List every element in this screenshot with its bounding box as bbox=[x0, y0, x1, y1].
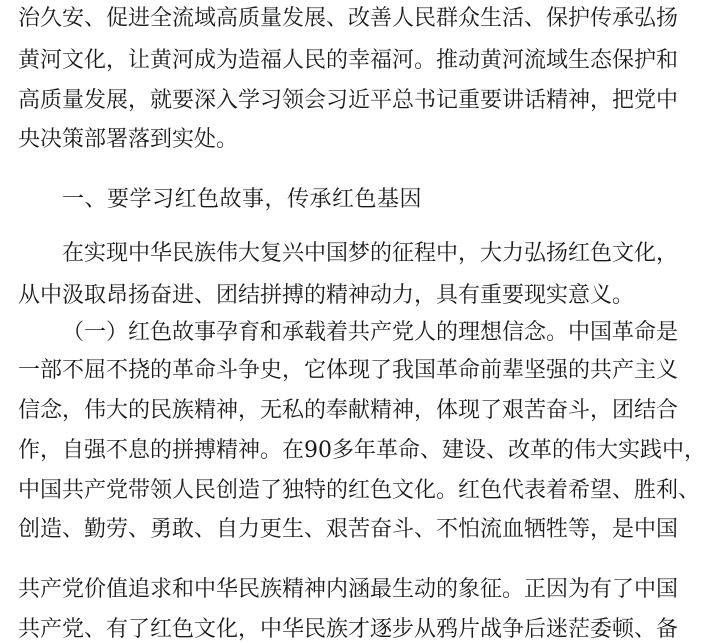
text-line-10: 信念，伟大的民族精神，无私的奉献精神，体现了艰苦奋斗，团结合 bbox=[18, 398, 679, 423]
section-heading: 一、要学习红色故事，传承红色基因 bbox=[62, 187, 423, 212]
subsection-line-1: （一）红色故事孕育和承载着共产党人的理想信念。中国革命是 bbox=[62, 320, 679, 345]
text-line-12: 中国共产党带领人民创造了独特的红色文化。红色代表着希望、胜利、 bbox=[18, 478, 701, 503]
text-line-14: 共产党价值追求和中华民族精神内涵最生动的象征。正因为有了中国 bbox=[18, 577, 679, 602]
text-line-2: 黄河文化，让黄河成为造福人民的幸福河。推动黄河流域生态保护和 bbox=[18, 48, 679, 73]
text-line-15: 共产党、有了红色文化，中华民族才逐步从鸦片战争后迷茫委顿、备 bbox=[18, 617, 679, 642]
text-line-3: 高质量发展，就要深入学习领会习近平总书记重要讲话精神，把党中 bbox=[18, 88, 679, 113]
text-line-11: 作，自强不息的拼搏精神。在90多年革命、建设、改革的伟大实践中， bbox=[18, 438, 706, 463]
text-line-7: 从中汲取昂扬奋进、团结拼搏的精神动力，具有重要现实意义。 bbox=[18, 283, 635, 308]
text-line-4: 央决策部署落到实处。 bbox=[18, 127, 239, 152]
text-line-13: 创造、勤劳、勇敢、自力更生、艰苦奋斗、不怕流血牺牲等，是中国 bbox=[18, 517, 679, 542]
text-line-6: 在实现中华民族伟大复兴中国梦的征程中，大力弘扬红色文化， bbox=[62, 241, 679, 266]
text-line-1: 治久安、促进全流域高质量发展、改善人民群众生活、保护传承弘扬 bbox=[18, 6, 679, 31]
text-line-9: 一部不屈不挠的革命斗争史，它体现了我国革命前辈坚强的共产主义 bbox=[18, 358, 679, 383]
